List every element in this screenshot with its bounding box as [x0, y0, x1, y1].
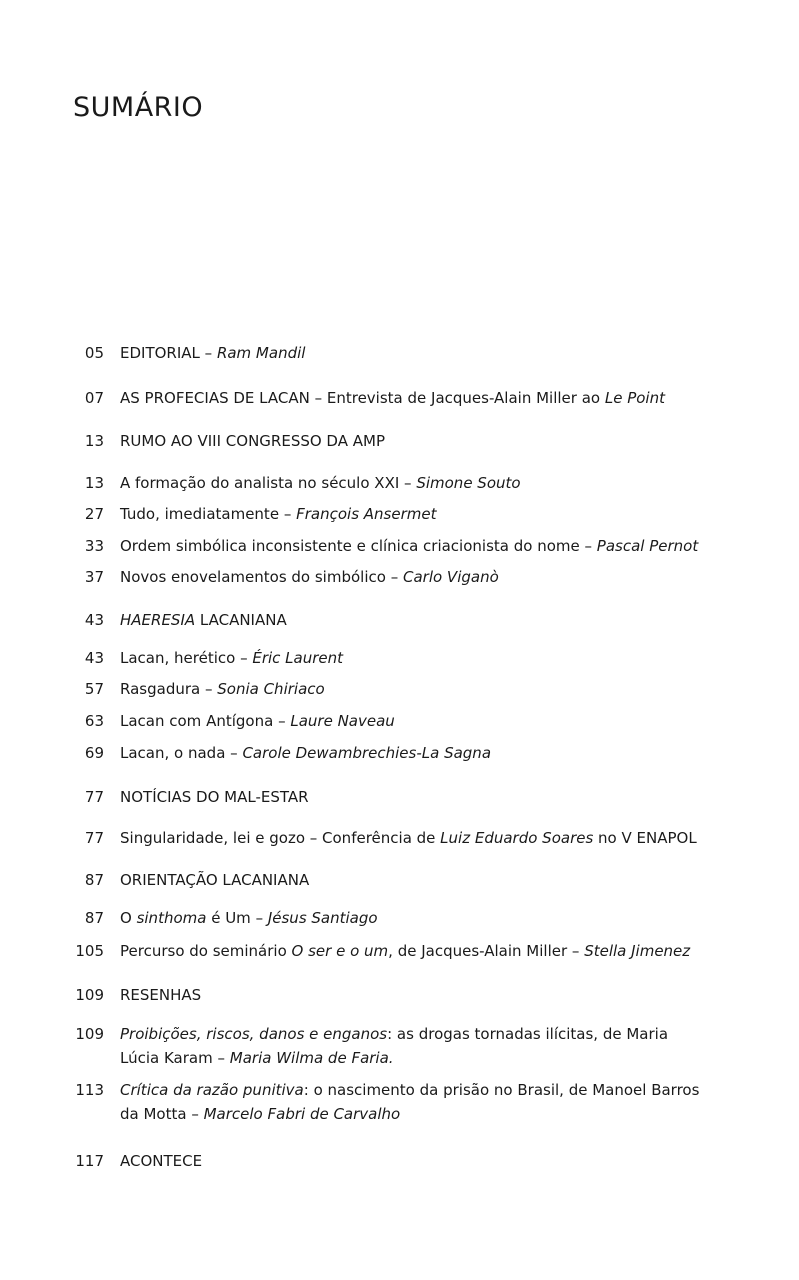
toc-entry-text	[120, 939, 700, 963]
toc-text: : as drogas tornadas ilícitas, de Maria Lúcia Karam	[120, 1025, 669, 1067]
toc-entry-text	[120, 608, 700, 632]
toc-page-number: 87	[84, 871, 104, 889]
toc-entry-text	[120, 826, 700, 850]
toc-italic-text: Laure Naveau	[290, 712, 395, 730]
toc-italic-text: Ram Mandil	[216, 344, 306, 362]
toc-entry-text	[120, 677, 700, 701]
toc-entry-text	[120, 709, 700, 733]
toc-page-number: 37	[84, 568, 104, 586]
toc-text: AS PROFECIAS DE LACAN	[120, 389, 315, 407]
toc-page-number: 87	[84, 909, 104, 927]
toc-page-number: 109	[75, 1025, 104, 1043]
toc-text: LACANIANA	[195, 611, 287, 629]
toc-text: Lacan, herético	[120, 649, 241, 667]
toc-text: Tudo, imediatamente	[120, 505, 284, 523]
toc-entry-text	[120, 646, 700, 670]
toc-entry-text	[120, 341, 700, 365]
toc-italic-text: Stella Jimenez	[584, 942, 691, 960]
toc-page-number: 43	[84, 649, 104, 667]
toc-entry-text	[120, 983, 700, 1007]
toc-text: –	[240, 649, 253, 667]
toc-text: no V ENAPOL	[593, 829, 697, 847]
toc-entry-text	[120, 502, 700, 526]
toc-text: EDITORIAL	[120, 344, 205, 362]
toc-text: –	[204, 680, 218, 698]
toc-text: –	[404, 474, 417, 492]
toc-text: –	[191, 1105, 204, 1123]
toc-text: RUMO AO VIII CONGRESSO DA AMP	[120, 432, 385, 450]
toc-page-number: 109	[75, 986, 104, 1004]
toc-entry-text	[120, 906, 700, 930]
toc-text: Novos enovelamentos do simbólico	[120, 568, 391, 586]
toc-text: O	[120, 909, 137, 927]
toc-entry-text	[120, 1078, 700, 1126]
toc-italic-text: Luiz Eduardo Soares	[440, 829, 594, 847]
toc-italic-text: Jésus Santiago	[267, 909, 378, 927]
toc-italic-text: Simone Souto	[416, 474, 521, 492]
toc-page-number: 117	[75, 1152, 104, 1170]
toc-text: Rasgadura	[120, 680, 205, 698]
toc-entry-text	[120, 1022, 700, 1070]
toc-page-number: 13	[84, 474, 104, 492]
toc-page-number: 77	[84, 829, 104, 847]
toc-text: , de Jacques-Alain Miller	[388, 942, 572, 960]
toc-entry-text	[120, 565, 700, 589]
toc-italic-text: Éric Laurent	[252, 649, 344, 667]
toc-italic-text: HAERESIA	[120, 611, 196, 629]
toc-text: A formação do analista no século XXI	[120, 474, 405, 492]
toc-text: Percurso do seminário	[120, 942, 292, 960]
toc-entry-text	[120, 741, 700, 765]
toc-text: Lacan, o nada	[120, 744, 231, 762]
toc-page-number: 33	[84, 537, 104, 555]
toc-entry-text	[120, 1149, 700, 1173]
toc-page-number: 63	[84, 712, 104, 730]
toc-text: Singularidade, lei e gozo	[120, 829, 310, 847]
toc-page-number: 13	[84, 432, 104, 450]
toc-page-number: 113	[75, 1081, 104, 1099]
toc-text: : o nascimento da prisão no Brasil, de Manoel Barros da Motta	[120, 1081, 700, 1123]
toc-text: –	[255, 909, 268, 927]
toc-text: –	[584, 537, 597, 555]
toc-text: –	[390, 568, 403, 586]
toc-text: RESENHAS	[120, 986, 202, 1004]
toc-text: –	[571, 942, 585, 960]
toc-entry-text	[120, 429, 700, 453]
toc-italic-text: Le Point	[604, 389, 665, 407]
toc-text: –	[278, 712, 291, 730]
toc-text: Ordem simbólica inconsistente e clínica criacionista do nome	[120, 537, 585, 555]
toc-italic-text: François Ansermet	[296, 505, 437, 523]
toc-text: – Conferência de	[309, 829, 441, 847]
toc-page-number: 07	[84, 389, 104, 407]
toc-entry-text	[120, 868, 700, 892]
toc-text: ORIENTAÇÃO LACANIANA	[120, 871, 310, 889]
toc-italic-text: Crítica da razão punitiva	[120, 1081, 304, 1099]
toc-text: NOTÍCIAS DO MAL-ESTAR	[120, 788, 309, 806]
toc-text: –	[217, 1049, 230, 1067]
toc-entry-text	[120, 471, 700, 495]
page-title: SUMÁRIO	[73, 92, 204, 123]
toc-text: –	[204, 344, 217, 362]
toc-italic-text: Carlo Viganò	[402, 568, 499, 586]
toc-italic-text: Maria Wilma de Faria.	[229, 1049, 394, 1067]
toc-text: Lacan com Antígona	[120, 712, 279, 730]
toc-text: ACONTECE	[120, 1152, 203, 1170]
toc-page-number: 43	[84, 611, 104, 629]
toc-entry-text	[120, 386, 700, 410]
toc-italic-text: Sonia Chiriaco	[217, 680, 325, 698]
toc-page-number: 05	[84, 344, 104, 362]
toc-text: é Um	[206, 909, 256, 927]
toc-italic-text: Proibições, riscos, danos e enganos	[120, 1025, 388, 1043]
toc-italic-text: O ser e o um	[291, 942, 389, 960]
toc-page-number: 69	[84, 744, 104, 762]
toc-italic-text: sinthoma	[136, 909, 207, 927]
toc-italic-text: Carole Dewambrechies-La Sagna	[242, 744, 492, 762]
toc-entry-text	[120, 785, 700, 809]
toc-page-number: 27	[84, 505, 104, 523]
toc-text: –	[230, 744, 243, 762]
toc-italic-text: Marcelo Fabri de Carvalho	[203, 1105, 401, 1123]
toc-page-number: 105	[75, 942, 104, 960]
toc-text: – Entrevista de Jacques-Alain Miller ao	[314, 389, 605, 407]
toc-text: –	[283, 505, 297, 523]
toc-italic-text: Pascal Pernot	[596, 537, 699, 555]
toc-page-number: 77	[84, 788, 104, 806]
toc-page-number: 57	[84, 680, 104, 698]
toc-entry-text	[120, 534, 700, 558]
